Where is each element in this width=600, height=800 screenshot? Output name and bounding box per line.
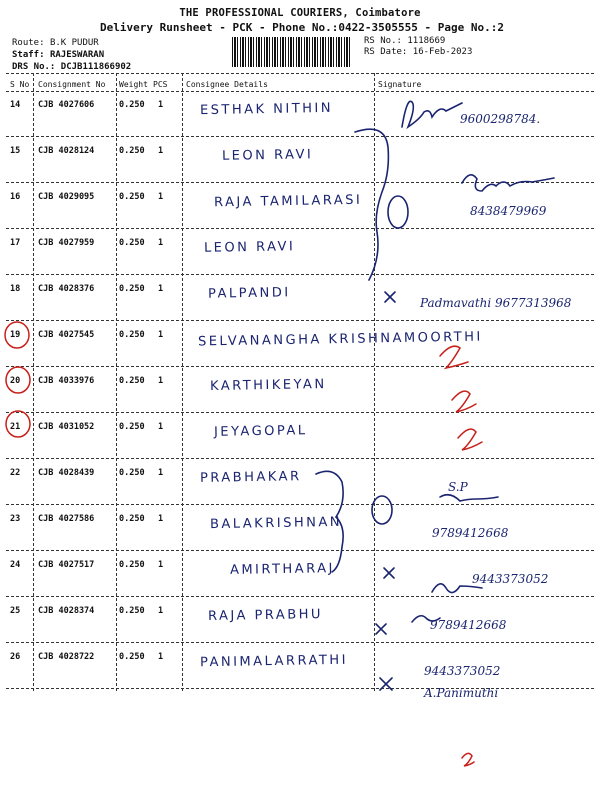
extra-signature: A.Panimuthi xyxy=(424,686,499,700)
row-weight: 0.250 xyxy=(119,422,145,432)
row-consignment-no: CJB 4027586 xyxy=(38,514,95,524)
row-sno: 22 xyxy=(10,468,21,478)
row-consignment-no: CJB 4028439 xyxy=(38,468,95,478)
signature-scribble xyxy=(402,101,462,127)
row-weight: 0.250 xyxy=(119,100,145,110)
row-sno: 16 xyxy=(10,192,21,202)
row-consignee-name: LEON RAVI xyxy=(221,147,314,164)
rs-no-label: RS No.: xyxy=(364,36,402,46)
header-rule xyxy=(6,91,594,92)
row-consignment-no: CJB 4027959 xyxy=(38,238,95,248)
row-divider xyxy=(6,412,594,413)
barcode xyxy=(232,37,352,67)
row-sno: 14 xyxy=(10,100,21,110)
row-consignee-name: KARTHIKEYAN xyxy=(209,376,327,395)
row-signature-note: 9600298784. xyxy=(460,112,541,126)
row-sno: 19 xyxy=(10,330,21,340)
row-divider xyxy=(6,504,594,505)
row-divider xyxy=(6,642,594,643)
rs-no-line xyxy=(364,36,445,46)
company-name: THE PROFESSIONAL COURIERS, Coimbatore xyxy=(179,7,421,19)
rs-date-value: 16-Feb-2023 xyxy=(412,47,473,57)
row-weight: 0.250 xyxy=(119,514,145,524)
row-consignment-no: CJB 4027606 xyxy=(38,100,95,110)
row-sno: 26 xyxy=(10,652,21,662)
row-signature-note: 9789412668 xyxy=(432,526,509,540)
row-weight: 0.250 xyxy=(119,560,145,570)
row-sno: 24 xyxy=(10,560,21,570)
row-weight: 0.250 xyxy=(119,192,145,202)
row-pcs: 1 xyxy=(158,284,164,294)
row-weight: 0.250 xyxy=(119,652,145,662)
row-signature-note: 9443373052 xyxy=(472,572,549,586)
rs-no-value: 1118669 xyxy=(407,36,446,46)
row-divider xyxy=(6,596,594,597)
row-divider xyxy=(6,320,594,321)
row-consignee-name: AMIRTHARAJ xyxy=(229,561,335,578)
row-weight: 0.250 xyxy=(119,284,145,294)
row-divider xyxy=(6,688,594,689)
row-weight: 0.250 xyxy=(119,606,145,616)
col-divider xyxy=(33,73,34,691)
row-consignee-name: RAJA PRABHU xyxy=(207,606,324,625)
row-sno: 23 xyxy=(10,514,21,524)
staff-line xyxy=(12,50,104,60)
row-consignee-name: SELVANANGHA KRISHNAMOORTHI xyxy=(197,329,483,350)
row-divider xyxy=(6,458,594,459)
row-divider xyxy=(6,228,594,229)
row-signature-note: 9789412668 xyxy=(430,618,507,632)
row-consignment-no: CJB 4028376 xyxy=(38,284,95,294)
col-header-weight: Weight xyxy=(119,80,148,89)
row-pcs: 1 xyxy=(158,652,164,662)
row-pcs: 1 xyxy=(158,238,164,248)
col-divider xyxy=(116,73,117,691)
row-consignee-name: PANIMALARRATHI xyxy=(199,652,349,671)
row-pcs: 1 xyxy=(158,422,164,432)
row-consignee-name: ESTHAK NITHIN xyxy=(199,100,334,119)
route-value: B.K PUDUR xyxy=(49,38,99,48)
x-mark xyxy=(384,568,394,578)
row-consignment-no: CJB 4028374 xyxy=(38,606,95,616)
col-divider xyxy=(182,73,183,691)
row-signature-note: 9443373052 xyxy=(424,664,501,678)
row-divider xyxy=(6,274,594,275)
row-consignee-name: LEON RAVI xyxy=(203,239,296,256)
row-sno: 18 xyxy=(10,284,21,294)
row-consignment-no: CJB 4031052 xyxy=(38,422,95,432)
row-signature-note: 8438479969 xyxy=(470,204,547,218)
row-pcs: 1 xyxy=(158,330,164,340)
red-tick-mark xyxy=(458,429,482,450)
row-pcs: 1 xyxy=(158,146,164,156)
row-pcs: 1 xyxy=(158,514,164,524)
x-mark xyxy=(385,292,395,302)
row-pcs: 1 xyxy=(158,192,164,202)
row-signature-note: S.P xyxy=(448,480,468,494)
col-header-consignee: Consignee Details xyxy=(186,80,268,89)
x-mark xyxy=(376,624,386,634)
row-sno: 20 xyxy=(10,376,21,386)
rs-date-label: RS Date: xyxy=(364,47,408,57)
col-header-consignment: Consignment No xyxy=(38,80,106,89)
row-sno: 21 xyxy=(10,422,21,432)
row-sno: 17 xyxy=(10,238,21,248)
rs-date-line xyxy=(364,47,472,57)
red-tick-mark xyxy=(462,753,474,766)
row-divider xyxy=(6,366,594,367)
row-weight: 0.250 xyxy=(119,146,145,156)
row-pcs: 1 xyxy=(158,606,164,616)
row-sno: 25 xyxy=(10,606,21,616)
row-consignee-name: JEYAGOPAL xyxy=(213,423,308,440)
row-consignment-no: CJB 4027517 xyxy=(38,560,95,570)
col-header-signature: Signature xyxy=(378,80,422,89)
table-top-rule xyxy=(6,73,594,74)
staff-label: Staff: xyxy=(12,50,45,60)
drs-line xyxy=(12,62,131,72)
row-consignment-no: CJB 4027545 xyxy=(38,330,95,340)
red-tick-mark xyxy=(440,346,468,368)
row-pcs: 1 xyxy=(158,100,164,110)
row-pcs: 1 xyxy=(158,376,164,386)
row-sno: 15 xyxy=(10,146,21,156)
runsheet-title: Delivery Runsheet - PCK - Phone No.:0422-3505555 - Page No.:2 xyxy=(100,21,504,34)
row-signature-note: Padmavathi 9677313968 xyxy=(420,296,572,310)
row-weight: 0.250 xyxy=(119,376,145,386)
row-pcs: 1 xyxy=(158,468,164,478)
row-consignment-no: CJB 4028124 xyxy=(38,146,95,156)
circled-mark xyxy=(372,496,392,524)
row-consignee-name: RAJA TAMILARASI xyxy=(213,192,363,211)
drs-label: DRS No.: xyxy=(12,62,56,72)
row-weight: 0.250 xyxy=(119,238,145,248)
row-pcs: 1 xyxy=(158,560,164,570)
col-header-pcs: PCS xyxy=(153,80,168,89)
row-consignee-name: PALPANDI xyxy=(207,285,291,302)
staff-value: RAJESWARAN xyxy=(49,50,105,60)
route-label: Route: xyxy=(12,38,45,48)
row-consignment-no: CJB 4033976 xyxy=(38,376,95,386)
row-divider xyxy=(6,550,594,551)
signature-scribble xyxy=(440,495,498,501)
col-header-sno: S No xyxy=(10,80,30,89)
row-divider xyxy=(6,136,594,137)
row-divider xyxy=(6,182,594,183)
row-consignee-name: PRABHAKAR xyxy=(199,469,302,486)
row-consignee-name: BALAKRISHNAN xyxy=(209,514,343,533)
route-line xyxy=(12,38,99,48)
row-consignment-no: CJB 4028722 xyxy=(38,652,95,662)
circled-mark xyxy=(388,196,408,228)
col-divider xyxy=(374,73,375,691)
row-weight: 0.250 xyxy=(119,468,145,478)
drs-value: DCJB111866902 xyxy=(60,62,132,72)
red-tick-mark xyxy=(452,391,476,412)
row-weight: 0.250 xyxy=(119,330,145,340)
row-consignment-no: CJB 4029095 xyxy=(38,192,95,202)
